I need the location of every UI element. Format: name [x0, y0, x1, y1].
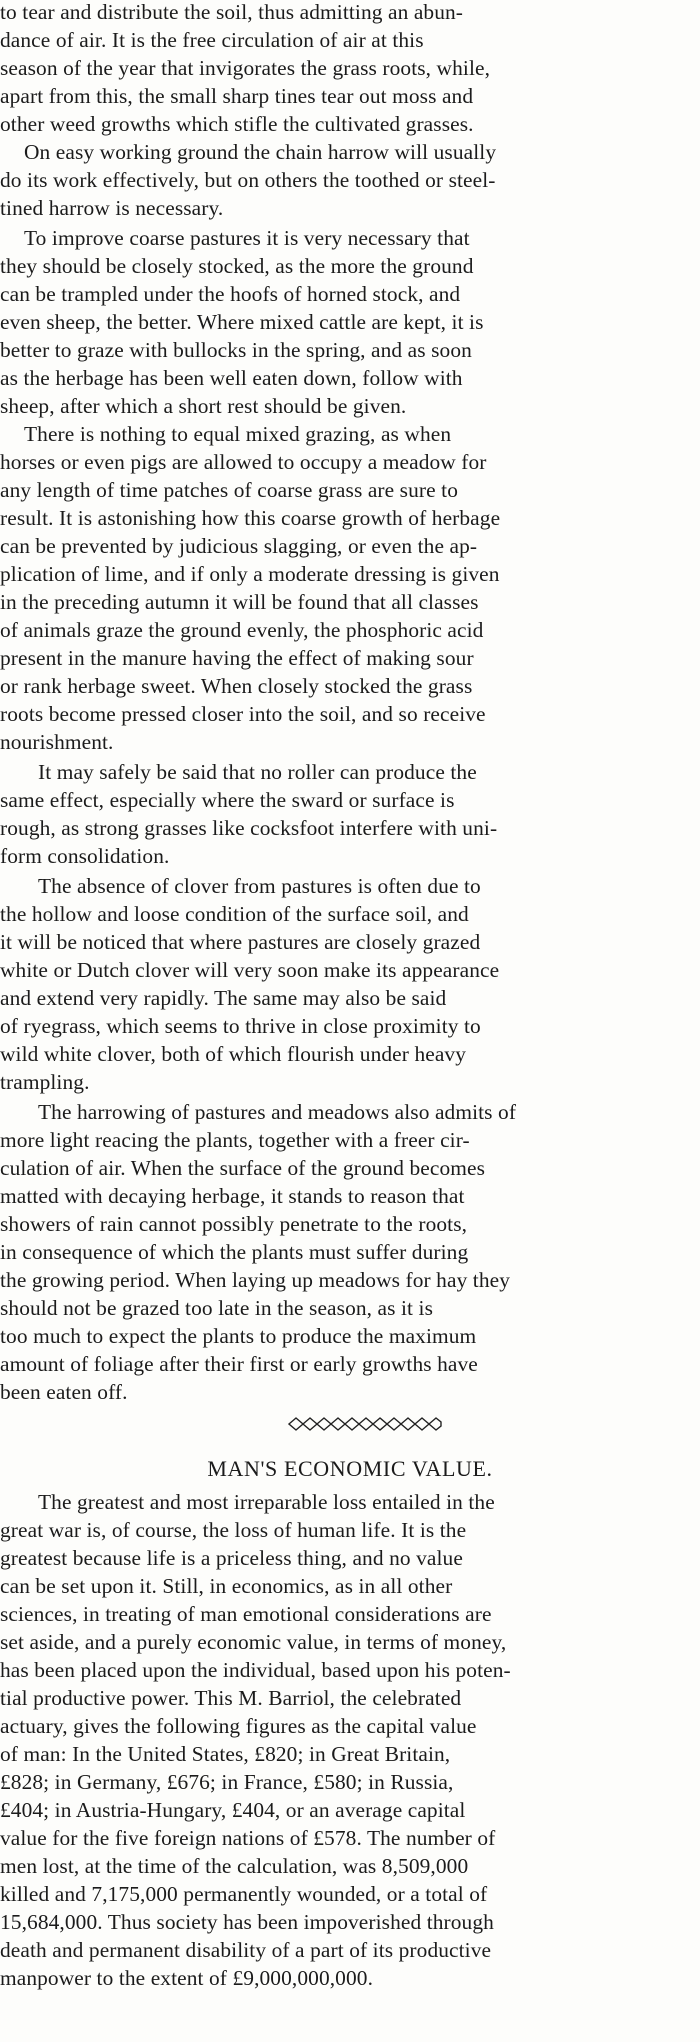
text-line: they should be closely stocked, as the more the ground: [0, 254, 474, 278]
text-line: nourishment.: [0, 730, 114, 754]
text-line: as the herbage has been well eaten down, follow with: [0, 366, 463, 390]
text-line: manpower to the extent of £9,000,000,000.: [0, 1966, 374, 1990]
text-line: horses or even pigs are allowed to occupy a meadow for: [0, 450, 487, 474]
text-line: actuary, gives the following figures as the capital value: [0, 1714, 477, 1738]
text-line: even sheep, the better. Where mixed cattle are kept, it is: [0, 310, 484, 334]
text-line: or rank herbage sweet. When closely stocked the grass: [0, 674, 473, 698]
text-line: showers of rain cannot possibly penetrate to the roots,: [0, 1212, 468, 1236]
text-line: white or Dutch clover will very soon make its appearance: [0, 958, 500, 982]
text-line: amount of foliage after their first or early growths have: [0, 1352, 478, 1376]
text-line: death and permanent disability of a part of its productive: [0, 1938, 492, 1962]
text-line: more light reacing the plants, together with a freer cir-: [0, 1128, 470, 1152]
text-line: in the preceding autumn it will be found that all classes: [0, 590, 479, 614]
text-line: sciences, in treating of man emotional considerations are: [0, 1602, 492, 1626]
text-line: can be prevented by judicious slagging, or even the ap-: [0, 534, 478, 558]
ornamental-divider: [288, 1416, 442, 1432]
text-line: The absence of clover from pastures is often due to: [38, 874, 481, 898]
text-line: wild white clover, both of which flourish under heavy: [0, 1042, 467, 1066]
text-line: To improve coarse pastures it is very necessary that: [24, 226, 470, 250]
article-title: MAN'S ECONOMIC VALUE.: [207, 1456, 493, 1481]
text-line: the hollow and loose condition of the surface soil, and: [0, 902, 469, 926]
text-line: There is nothing to equal mixed grazing, as when: [24, 422, 452, 446]
text-line: same effect, especially where the sward or surface is: [0, 788, 455, 812]
text-line: matted with decaying herbage, it stands to reason that: [0, 1184, 465, 1208]
text-line: season of the year that invigorates the grass roots, while,: [0, 56, 491, 80]
text-line: rough, as strong grasses like cocksfoot interfere with uni-: [0, 816, 498, 840]
text-line: trampling.: [0, 1070, 90, 1094]
text-line: £828; in Germany, £676; in France, £580; in Russia,: [0, 1770, 454, 1794]
text-line: and extend very rapidly. The same may also be said: [0, 986, 447, 1010]
text-line: result. It is astonishing how this coarse growth of herbage: [0, 506, 501, 530]
text-line: to tear and distribute the soil, thus admitting an abun-: [0, 0, 464, 24]
text-line: tial productive power. This M. Barriol, the celebrated: [0, 1686, 462, 1710]
text-line: The greatest and most irreparable loss entailed in the: [38, 1490, 495, 1514]
text-line: plication of lime, and if only a moderate dressing is given: [0, 562, 500, 586]
text-line: form consolidation.: [0, 844, 170, 868]
text-line: roots become pressed closer into the soil, and so receive: [0, 702, 486, 726]
text-line: greatest because life is a priceless thing, and no value: [0, 1546, 463, 1570]
text-line: £404; in Austria-Hungary, £404, or an average capital: [0, 1798, 466, 1822]
text-line: great war is, of course, the loss of human life. It is the: [0, 1518, 467, 1542]
text-line: of animals graze the ground evenly, the phosphoric acid: [0, 618, 484, 642]
text-line: sheep, after which a short rest should be given.: [0, 394, 407, 418]
text-line: better to graze with bullocks in the spring, and as soon: [0, 338, 472, 362]
text-line: men lost, at the time of the calculation, was 8,509,000: [0, 1854, 469, 1878]
text-line: present in the manure having the effect of making sour: [0, 646, 474, 670]
text-line: the growing period. When laying up meadows for hay they: [0, 1268, 511, 1292]
text-line: can be set upon it. Still, in economics, as in all other: [0, 1574, 453, 1598]
text-line: should not be grazed too late in the season, as it is: [0, 1296, 434, 1320]
text-line: The harrowing of pastures and meadows also admits of: [38, 1100, 517, 1124]
text-line: it will be noticed that where pastures are closely grazed: [0, 930, 481, 954]
text-line: On easy working ground the chain harrow will usually: [24, 140, 497, 164]
text-line: killed and 7,175,000 permanently wounded, or a total of: [0, 1882, 488, 1906]
text-line: been eaten off.: [0, 1380, 128, 1404]
text-line: value for the five foreign nations of £578. The number of: [0, 1826, 496, 1850]
text-line: of ryegrass, which seems to thrive in close proximity to: [0, 1014, 481, 1038]
text-line: 15,684,000. Thus society has been impoverished through: [0, 1910, 494, 1934]
text-line: of man: In the United States, £820; in Great Britain,: [0, 1742, 451, 1766]
text-line: in consequence of which the plants must suffer during: [0, 1240, 469, 1264]
text-line: dance of air. It is the free circulation of air at this: [0, 28, 424, 52]
text-line: set aside, and a purely economic value, in terms of money,: [0, 1630, 507, 1654]
text-line: can be trampled under the hoofs of horned stock, and: [0, 282, 461, 306]
text-line: too much to expect the plants to produce the maximum: [0, 1324, 477, 1348]
text-line: apart from this, the small sharp tines tear out moss and: [0, 84, 474, 108]
text-line: do its work effectively, but on others the toothed or steel-: [0, 168, 496, 192]
text-line: any length of time patches of coarse grass are sure to: [0, 478, 458, 502]
text-line: other weed growths which stifle the cultivated grasses.: [0, 112, 474, 136]
text-line: culation of air. When the surface of the ground becomes: [0, 1156, 486, 1180]
text-line: It may safely be said that no roller can produce the: [38, 760, 477, 784]
text-line: tined harrow is necessary.: [0, 196, 224, 220]
text-line: has been placed upon the individual, based upon his poten-: [0, 1658, 511, 1682]
